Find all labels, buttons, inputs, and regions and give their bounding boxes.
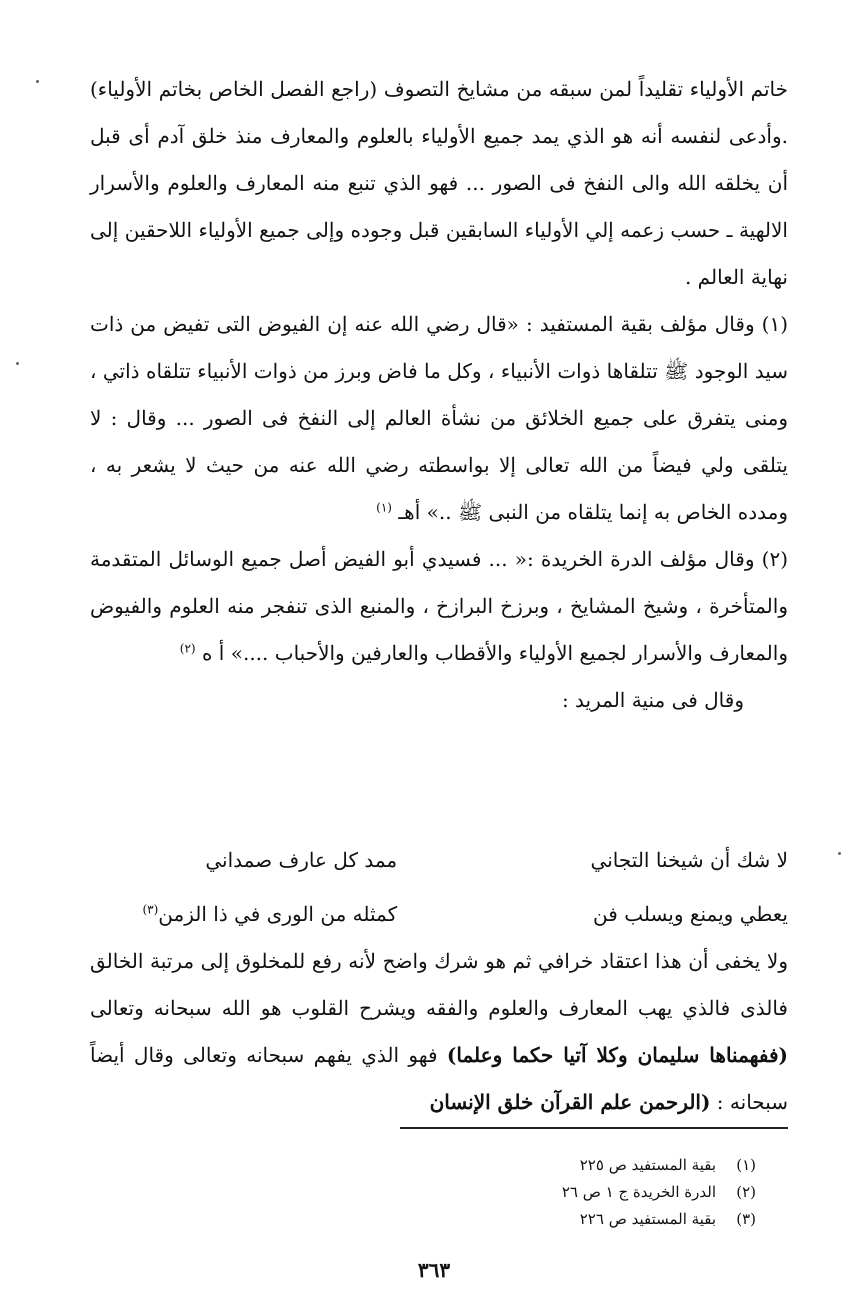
poem-hemistich-left: ممد كل عارف صمداني (205, 848, 398, 872)
paragraph-1: خاتم الأولياء تقليداً لمن سبقه من مشايخ التصوف (راجع الفصل الخاص بخاتم الأولياء) .وأدعى لنفسه أنه هو الذي يمد جميع الأولياء بالعلوم والمعارف منذ خلق آدم أى قبل أن يخلقه الله والى النفخ فى الصور ... فهو الذي تنبع منه المعارف والعلوم والأسرار الالهية ـ حسب زعمه إلي الأولياء السابقين قبل وجوده وإلى جميع الأولياء اللاحقين إلى نهاية العالم . (90, 77, 788, 289)
commentary-paragraph (90, 938, 788, 1126)
poem-hemistich-left (90, 902, 397, 926)
paragraph-3 (90, 536, 788, 677)
poem-line-1 (90, 833, 788, 887)
footnote-number: (٢) (736, 1183, 756, 1201)
footnote-1 (300, 1152, 756, 1179)
commentary-part-2: فهو الذي يفهم سبحانه وتعالى وقال أيضاً سبحانه : (90, 1043, 788, 1114)
footnote-text: الدرة الخريدة ج ١ ص ٢٦ (561, 1183, 716, 1201)
footnote-text: بقية المستفيد ص ٢٢٥ (579, 1156, 716, 1174)
footnote-2 (300, 1179, 756, 1206)
paragraph-3-text: (٢) وقال مؤلف الدرة الخريدة :« ... فسيدي أبو الفيض أصل جميع الوسائل المتقدمة والمتأخرة ، وشيخ المشايخ ، وبرزخ البرازخ ، والمنبع الذى تنفجر منه العلوم والفيوض والمعارف والأسرار لجميع الأولياء والأقطاب والعارفين والأحباب ....» أ ه (90, 547, 788, 665)
footnote-number: (٣) (736, 1210, 756, 1228)
quran-verse-2: (الرحمن علم القرآن خلق الإنسان (429, 1090, 711, 1114)
footnote-divider (400, 1127, 788, 1129)
footnote-number: (١) (736, 1156, 756, 1174)
footnote-reference-1: (١) (376, 500, 392, 515)
poem-hemistich-right: يعطي ويمنع ويسلب فن (593, 902, 788, 926)
page-number: ٣٦٣ (417, 1258, 451, 1282)
scan-speck (36, 80, 39, 83)
paragraph-2 (90, 301, 788, 536)
paragraph-2-text: (١) وقال مؤلف بقية المستفيد : «قال رضي الله عنه إن الفيوض التى تفيض من ذات سيد الوجود ﷺ تتلقاها ذوات الأنبياء ، وكل ما فاض وبرز من ذوات الأنبياء تتلقاه ذاتي ، ومنى يتفرق على جميع الخلائق من نشأة العالم إلى النفخ فى الصور ... وقال : لا يتلقى ولي فيضاً من الله تعالى إلا بواسطته رضي الله عنه من حيث لا يشعر به ، ومدده الخاص به إنما يتلقاه من النبى ﷺ ..» أهـ (90, 312, 788, 524)
commentary-part-1: ولا يخفى أن هذا اعتقاد خرافي ثم هو شرك واضح لأنه رفع للمخلوق إلى مرتبة الخالق فالذى فالذي يهب المعارف والعلوم والفقه ويشرح القلوب هو الله سبحانه وتعالى (90, 949, 788, 1020)
footnote-text: بقية المستفيد ص ٢٢٦ (579, 1210, 716, 1228)
scan-speck (16, 362, 19, 365)
footnote-reference-3: (٣) (142, 902, 159, 917)
poem-intro: وقال فى منية المريد : (561, 688, 744, 712)
main-body-text (90, 66, 788, 724)
poem-line-2 (90, 887, 788, 941)
quran-verse-1: (ففهمناها سليمان وكلا آتيا حكما وعلما) (446, 1043, 788, 1067)
footnotes (300, 1152, 756, 1233)
poem-hemistich-left-text: كمثله من الورى في ذا الزمن (158, 902, 398, 926)
poem-hemistich-right: لا شك أن شيخنا التجاني (590, 848, 788, 872)
scan-speck (838, 852, 841, 855)
commentary-text (90, 938, 788, 1126)
footnote-3 (300, 1206, 756, 1233)
footnote-reference-2: (٢) (179, 641, 196, 656)
poem-block (90, 833, 788, 941)
